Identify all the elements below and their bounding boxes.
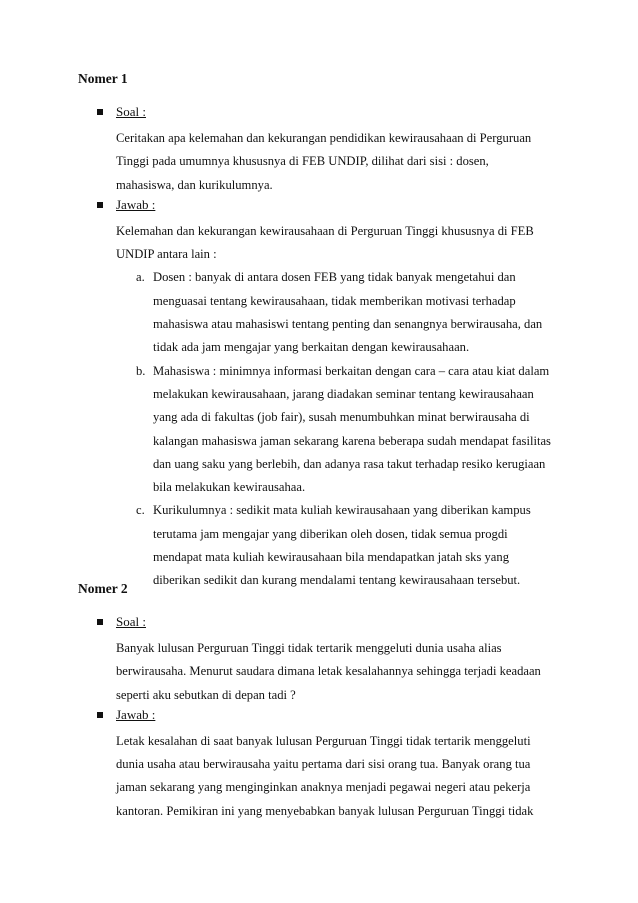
- text-line: dunia usaha atau berwirausaha yaitu pertama dari sisi orang tua. Banyak orang tua: [116, 757, 531, 772]
- jawab-label: Jawab :: [116, 196, 156, 212]
- text-line: kalangan mahasiswa jaman sekarang karena beberapa sudah mendapat fasilitas: [153, 433, 551, 448]
- text-line: dan uang saku yang berlebih, dan adanya rasa takut terhadap resiko kerugiaan: [153, 456, 546, 471]
- square-bullet-icon: [97, 712, 103, 718]
- text-line: diberikan sedikit dan kurang mendalami tentang kewirausahaan tersebut.: [153, 573, 521, 588]
- heading-nomer-1: Nomer 1: [78, 71, 128, 86]
- soal-label: Soal :: [116, 614, 146, 629]
- jawab-label: Jawab :: [116, 706, 156, 722]
- section-nomer-2: [0, 614, 638, 823]
- heading-nomer-2: Nomer 2: [78, 581, 128, 596]
- text-line: seperti aku sebutkan di depan tadi ?: [116, 687, 296, 702]
- text-line: yang ada di fakultas (job fair), susah menumbuhkan minat berwirausaha di: [153, 410, 530, 425]
- list-letter: a.: [136, 270, 145, 285]
- text-line: UNDIP antara lain :: [116, 247, 217, 262]
- square-bullet-icon: [97, 619, 103, 625]
- text-line: mahasiswa, dan kurikulumnya.: [116, 177, 273, 192]
- text-line: terutama jam mengajar yang diberikan oleh dosen, tidak semua progdi: [153, 526, 508, 541]
- list-item-mahasiswa: [0, 360, 638, 500]
- text-line: tidak ada jam mengajar yang berkaitan dengan kewirausahaan.: [153, 340, 470, 355]
- list-letter: c.: [136, 503, 145, 518]
- soal-text: [0, 127, 556, 197]
- text-line: Mahasiswa : minimnya informasi berkaitan dengan cara – cara atau kiat dalam: [153, 363, 550, 378]
- square-bullet-icon: [97, 109, 103, 115]
- text-line: Kurikulumnya : sedikit mata kuliah kewirausahaan yang diberikan kampus: [153, 503, 531, 518]
- text-line: melakukan kewirausahaan, jarang diadakan seminar tentang kewirausahaan: [153, 386, 534, 401]
- jawab-text: [0, 220, 556, 267]
- jawab-bullet-row: [0, 707, 638, 730]
- text-line: berwirausaha. Menurut saudara dimana letak kesalahannya sehingga terjadi keadaan: [116, 664, 541, 679]
- text-line: Banyak lulusan Perguruan Tinggi tidak tertarik menggeluti dunia usaha alias: [116, 641, 502, 655]
- list-letter: b.: [136, 363, 146, 378]
- square-bullet-icon: [97, 202, 103, 208]
- soal-label: Soal :: [116, 104, 146, 119]
- text-line: Kelemahan dan kekurangan kewirausahaan di Perguruan Tinggi khususnya di FEB: [116, 223, 534, 238]
- list-item-kurikulum: [0, 499, 638, 592]
- text-line: Tinggi pada umumnya khususnya di FEB UNDIP, dilihat dari sisi : dosen,: [116, 154, 489, 169]
- section-nomer-1: [0, 104, 638, 593]
- soal-bullet-row: [0, 104, 638, 127]
- lettered-list: [0, 266, 638, 592]
- text-line: Letak kesalahan di saat banyak lulusan Perguruan Tinggi tidak tertarik menggeluti: [116, 733, 531, 748]
- soal-text: [0, 637, 556, 707]
- soal-bullet-row: [0, 614, 638, 637]
- text-line: mahasiswa atau mahasiswi tentang penting dan senangnya berwirausaha, dan: [153, 317, 543, 332]
- text-line: jaman sekarang yang menginginkan anaknya menjadi pegawai negeri atau pekerja: [116, 780, 531, 795]
- list-item-text: [0, 499, 563, 592]
- text-line: bila melakukan kewirausahaa.: [153, 480, 306, 495]
- list-item-text: [0, 266, 563, 359]
- text-line: menguasai tentang kewirausahaan, tidak memberikan motivasi terhadap: [153, 293, 516, 308]
- jawab-text: [0, 730, 556, 823]
- list-item-text: [0, 360, 563, 500]
- text-line: Ceritakan apa kelemahan dan kekurangan pendidikan kewirausahaan di Perguruan: [116, 131, 532, 145]
- text-line: mendapat mata kuliah kewirausahaan bila mendapatkan jatah sks yang: [153, 550, 509, 565]
- text-line: Dosen : banyak di antara dosen FEB yang tidak banyak mengetahui dan: [153, 270, 516, 285]
- text-line: kantoran. Pemikiran ini yang menyebabkan banyak lulusan Perguruan Tinggi tidak: [116, 803, 534, 818]
- list-item-dosen: [0, 266, 638, 359]
- jawab-bullet-row: [0, 197, 638, 220]
